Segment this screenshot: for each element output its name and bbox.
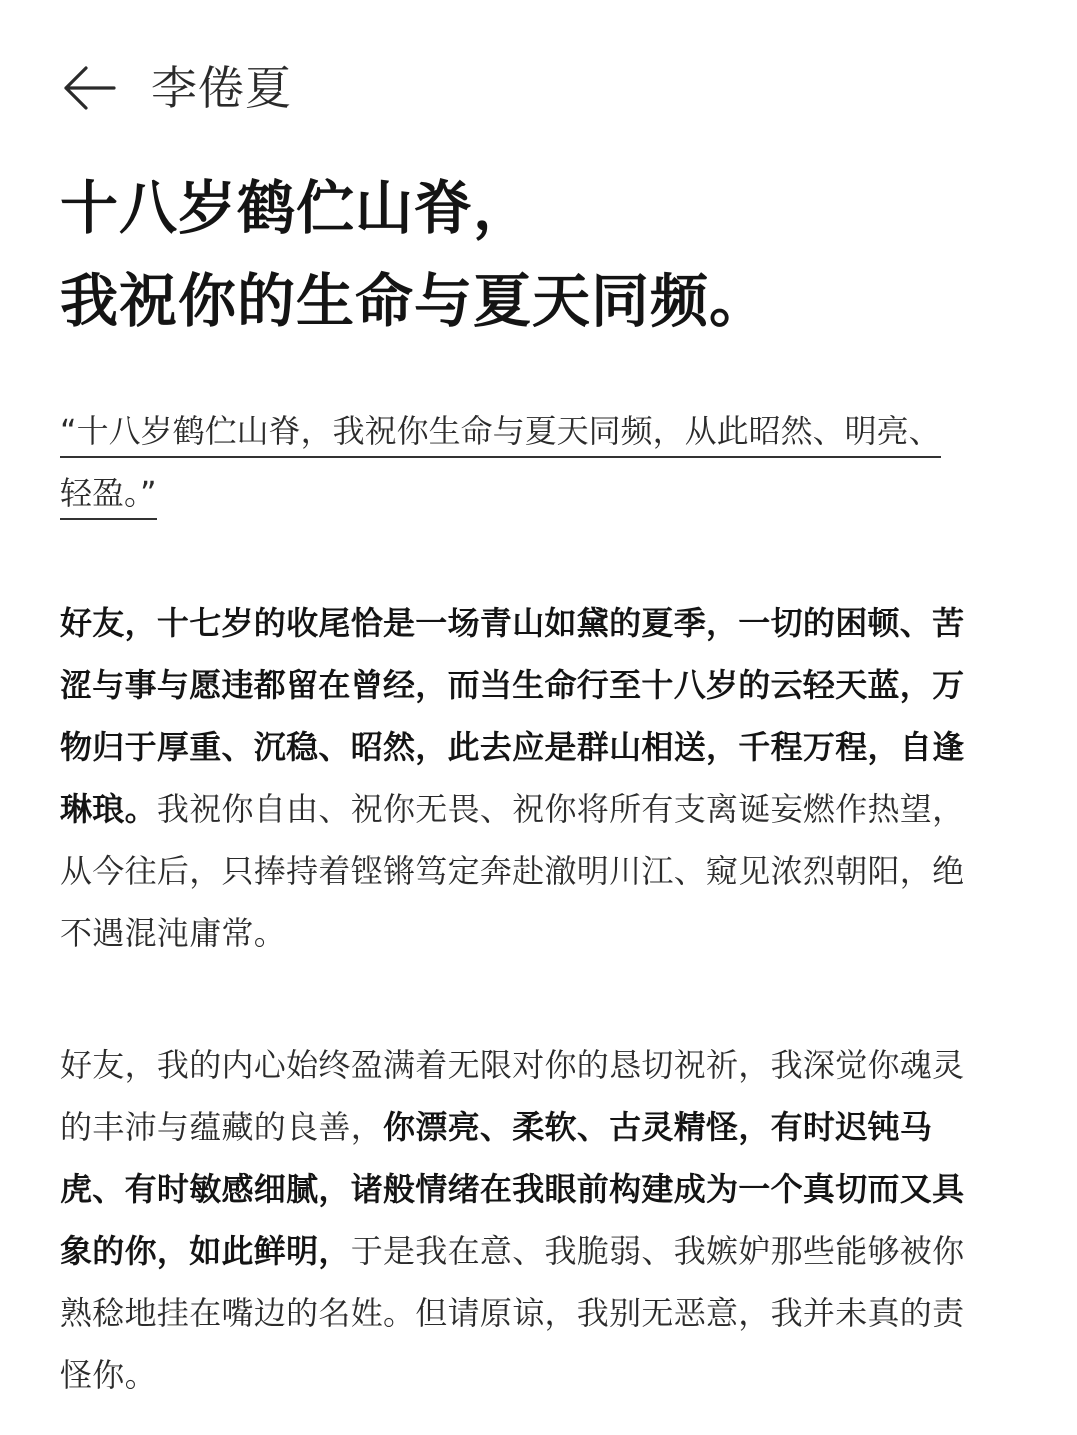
paragraph-1-row-2: 涩与事与愿违都留在曾经，而当生命行至十八岁的云轻天蓝，万 — [60, 666, 965, 704]
paragraph-1-row-5: 从今往后，只捧持着铿锵笃定奔赴澈明川江、窥见浓烈朝阳，绝 — [60, 852, 965, 890]
paragraph-2-row-6: 怪你。 — [60, 1356, 157, 1394]
paragraph-2-row-2-bold: 你漂亮、柔软、古灵精怪，有时迟钝马 — [383, 1108, 933, 1146]
title-line-2: 我祝你的生命与夏天同频。 — [60, 267, 769, 335]
arrow-left-icon — [62, 66, 116, 110]
paragraph-2 — [60, 1034, 1020, 1406]
back-button[interactable] — [62, 60, 118, 116]
paragraph-2-row-4-bold: 象的你，如此鲜明， — [60, 1232, 351, 1270]
quote-block — [60, 400, 1015, 524]
paragraph-2-row-5: 熟稔地挂在嘴边的名姓。但请原谅，我别无恶意，我并未真的责 — [60, 1294, 965, 1332]
paragraph-1-row-1: 好友，十七岁的收尾恰是一场青山如黛的夏季，一切的困顿、苦 — [60, 604, 965, 642]
paragraph-2-row-1: 好友，我的内心始终盈满着无限对你的恳切祝祈，我深觉你魂灵 — [60, 1046, 965, 1084]
author-name[interactable]: 李倦夏 — [151, 61, 292, 115]
paragraph-2-row-2-normal: 的丰沛与蕴藏的良善， — [60, 1108, 384, 1146]
top-bar — [62, 52, 292, 124]
paragraph-2-row-4 — [60, 1220, 1020, 1282]
article-title — [60, 162, 1020, 348]
paragraph-1-row-6: 不遇混沌庸常。 — [60, 914, 287, 952]
paragraph-1-row-3: 物归于厚重、沉稳、昭然，此去应是群山相送，千程万程，自逢 — [60, 728, 965, 766]
paragraph-2-row-3: 虎、有时敏感细腻，诸般情绪在我眼前构建成为一个真切而又具 — [60, 1170, 965, 1208]
quote-line-2: 轻盈。” — [60, 468, 157, 520]
paragraph-1-row-4-normal: 我祝你自由、祝你无畏、祝你将所有支离诞妄燃作热望， — [156, 790, 965, 828]
paragraph-2-row-2 — [60, 1096, 1020, 1158]
paragraph-1 — [60, 592, 1020, 964]
quote-line-1: “十八岁鹤伫山脊，我祝你生命与夏天同频，从此昭然、明亮、 — [60, 406, 941, 458]
paragraph-1-row-4 — [60, 778, 1020, 840]
paragraph-2-row-4-normal: 于是我在意、我脆弱、我嫉妒那些能够被你 — [350, 1232, 965, 1270]
title-line-1: 十八岁鹤伫山脊， — [60, 174, 533, 242]
paragraph-1-row-4-bold: 琳琅。 — [60, 790, 157, 828]
